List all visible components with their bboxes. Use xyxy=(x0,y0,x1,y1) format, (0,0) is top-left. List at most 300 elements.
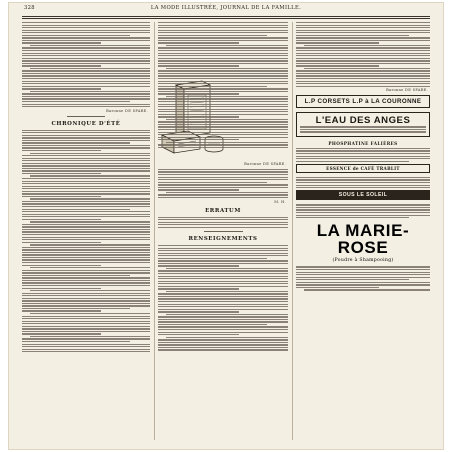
text-line xyxy=(158,182,267,183)
ad-eau-title: L'EAU DES ANGES xyxy=(315,115,411,127)
text-line xyxy=(22,132,150,133)
text-line xyxy=(296,179,430,180)
text-line xyxy=(296,209,430,210)
text-line xyxy=(22,83,150,84)
text-line xyxy=(296,282,430,283)
text-line xyxy=(158,98,288,99)
text-line xyxy=(158,114,288,115)
text-line xyxy=(22,58,150,59)
text-line xyxy=(22,160,150,161)
text-line xyxy=(166,68,288,69)
text-line xyxy=(158,104,288,105)
text-line xyxy=(22,37,150,38)
text-line xyxy=(158,283,288,284)
text-line xyxy=(22,181,150,182)
text-line xyxy=(30,68,150,69)
text-line xyxy=(158,326,288,327)
text-line xyxy=(30,290,150,291)
text-line xyxy=(22,229,150,230)
ad-phosphatine: PHOSPHATINE FALIÈRES xyxy=(328,140,398,146)
text-line xyxy=(158,177,288,178)
text-line xyxy=(296,53,430,54)
text-line xyxy=(158,278,288,279)
text-line xyxy=(158,73,288,74)
text-line xyxy=(22,288,101,289)
text-line xyxy=(158,224,288,225)
text-line xyxy=(22,25,150,26)
text-line xyxy=(158,139,239,140)
article-text xyxy=(22,22,150,107)
text-line xyxy=(22,214,150,215)
text-line xyxy=(22,155,150,156)
text-line xyxy=(158,245,288,246)
text-line xyxy=(158,187,288,188)
text-line xyxy=(22,209,130,210)
text-line xyxy=(22,188,150,189)
text-line xyxy=(158,126,288,127)
page-number: 328 xyxy=(24,5,35,11)
text-line xyxy=(22,285,150,286)
ad-essence-cafe: ESSENCE de CAFÉ TRABLIT xyxy=(296,164,430,173)
text-line xyxy=(296,269,430,270)
text-line xyxy=(296,272,430,273)
magazine-page xyxy=(8,2,444,450)
text-line xyxy=(22,303,150,304)
text-line xyxy=(22,247,150,248)
text-line xyxy=(22,252,150,253)
text-line xyxy=(22,63,150,64)
text-line xyxy=(22,81,150,82)
text-line xyxy=(158,255,288,256)
ad-text xyxy=(296,266,430,290)
text-line xyxy=(22,193,150,194)
text-line xyxy=(158,189,239,190)
text-line xyxy=(158,137,288,138)
text-line xyxy=(158,88,288,89)
text-line xyxy=(296,32,430,33)
text-line xyxy=(22,42,101,43)
text-line xyxy=(158,147,288,148)
text-line xyxy=(296,47,430,48)
text-line xyxy=(158,339,288,340)
text-line xyxy=(158,321,288,322)
text-line xyxy=(158,281,288,282)
text-line xyxy=(296,158,430,159)
column-left xyxy=(22,22,150,440)
text-line xyxy=(296,207,430,208)
text-line xyxy=(296,22,430,23)
text-line xyxy=(22,145,150,146)
text-line xyxy=(22,346,150,347)
text-line xyxy=(296,204,430,205)
text-line xyxy=(158,319,288,320)
text-line xyxy=(158,258,267,259)
ad-marie-rose-title: LA MARIE-ROSE xyxy=(316,221,410,258)
text-line xyxy=(158,334,239,335)
text-line xyxy=(22,295,150,296)
text-line xyxy=(158,219,288,220)
text-line xyxy=(22,191,150,192)
text-line xyxy=(304,289,430,290)
text-line xyxy=(22,344,150,345)
text-line xyxy=(158,329,288,330)
text-line xyxy=(158,81,288,82)
text-line xyxy=(158,316,288,317)
text-line xyxy=(158,179,288,180)
text-line xyxy=(158,273,288,274)
text-line xyxy=(166,96,288,97)
column-middle xyxy=(158,22,288,440)
text-line xyxy=(22,249,150,250)
text-line xyxy=(22,30,150,31)
section-title-renseignements: RENSEIGNEMENTS xyxy=(188,235,258,242)
text-line xyxy=(22,104,150,105)
text-line xyxy=(22,298,150,299)
text-line xyxy=(22,35,130,36)
text-line xyxy=(304,68,430,69)
text-line xyxy=(296,182,430,183)
text-line xyxy=(158,270,288,271)
text-line xyxy=(296,75,430,76)
text-line xyxy=(22,231,150,232)
text-line xyxy=(166,291,288,292)
text-line xyxy=(296,42,379,43)
section-divider xyxy=(204,231,243,232)
text-line xyxy=(166,142,288,143)
text-line xyxy=(22,234,150,235)
text-line xyxy=(296,177,430,178)
text-line xyxy=(22,55,150,56)
text-line xyxy=(158,25,288,26)
text-line xyxy=(22,293,150,294)
text-line xyxy=(304,45,430,46)
text-line xyxy=(22,170,150,171)
text-line xyxy=(158,311,239,312)
text-line xyxy=(296,55,430,56)
text-line xyxy=(22,349,150,350)
text-line xyxy=(22,282,150,283)
text-line xyxy=(30,336,150,337)
text-line xyxy=(158,50,288,51)
text-line xyxy=(30,267,150,268)
text-line xyxy=(158,342,288,343)
text-line xyxy=(158,304,288,305)
text-line xyxy=(296,212,430,213)
text-line xyxy=(166,268,288,269)
text-line xyxy=(22,32,150,33)
text-line xyxy=(158,265,239,266)
journal-title: LA MODE ILLUSTRÉE, JOURNAL DE LA FAMILLE. xyxy=(150,5,302,11)
text-line xyxy=(22,326,150,327)
text-line xyxy=(296,65,379,66)
text-line xyxy=(158,288,239,289)
ad-eau-des-anges xyxy=(296,112,430,137)
text-line xyxy=(22,323,150,324)
ad-sous-le-soleil: SOUS LE SOLEIL xyxy=(296,190,430,200)
text-line xyxy=(158,197,288,198)
text-line xyxy=(22,53,150,54)
text-line xyxy=(158,121,288,122)
text-line xyxy=(22,277,150,278)
text-line xyxy=(158,286,288,287)
text-line xyxy=(22,333,101,334)
text-line xyxy=(22,272,150,273)
text-line xyxy=(22,331,150,332)
text-line xyxy=(296,73,430,74)
text-line xyxy=(158,109,288,110)
text-line xyxy=(22,88,101,89)
text-line xyxy=(22,262,150,263)
text-line xyxy=(296,40,430,41)
text-line xyxy=(158,248,288,249)
text-line xyxy=(296,37,430,38)
text-line xyxy=(158,58,288,59)
text-line xyxy=(158,298,288,299)
text-line xyxy=(158,263,288,264)
text-line xyxy=(22,73,150,74)
text-line xyxy=(22,27,150,28)
text-line xyxy=(22,308,130,309)
text-line xyxy=(158,194,288,195)
text-line xyxy=(22,135,150,136)
ad-text xyxy=(296,204,430,218)
text-line xyxy=(166,314,288,315)
text-line xyxy=(296,185,430,186)
text-line xyxy=(296,215,430,216)
text-line xyxy=(158,101,288,102)
text-line xyxy=(158,171,288,172)
text-line xyxy=(158,83,288,84)
text-line xyxy=(22,318,150,319)
ad-eau-text xyxy=(300,126,426,132)
text-line xyxy=(158,129,288,130)
text-line xyxy=(22,137,150,138)
text-line xyxy=(158,222,288,223)
article-signature: Baronne DE SPARE. xyxy=(106,108,148,113)
text-line xyxy=(158,324,267,325)
text-line xyxy=(158,30,288,31)
text-line xyxy=(22,70,150,71)
text-line xyxy=(22,196,101,197)
header-rule-thin xyxy=(22,18,430,19)
text-line xyxy=(296,148,430,149)
column-divider xyxy=(154,22,155,440)
text-line xyxy=(22,206,150,207)
text-line xyxy=(22,130,150,131)
text-line xyxy=(22,341,130,342)
text-line xyxy=(22,239,150,240)
section-divider xyxy=(67,116,105,117)
text-line xyxy=(158,60,288,61)
text-line xyxy=(158,53,288,54)
text-line xyxy=(296,156,430,157)
text-line xyxy=(22,47,150,48)
text-line xyxy=(158,347,288,348)
text-line xyxy=(296,187,430,188)
text-line xyxy=(158,144,288,145)
column-right xyxy=(296,22,430,440)
text-line xyxy=(158,332,288,333)
text-line xyxy=(158,250,288,251)
text-line xyxy=(296,150,430,151)
text-line xyxy=(296,277,430,278)
ad-marie-rose-subtitle: (Poudre à Shampooing) xyxy=(332,258,394,264)
text-line xyxy=(296,284,430,285)
text-line xyxy=(296,279,409,280)
text-line xyxy=(158,253,288,254)
text-line xyxy=(158,106,288,107)
text-line xyxy=(158,301,288,302)
text-line xyxy=(296,217,409,218)
text-line xyxy=(296,81,430,82)
text-line xyxy=(22,163,150,164)
text-line xyxy=(158,260,288,261)
header-rule xyxy=(22,16,430,17)
text-line xyxy=(296,50,430,51)
text-line xyxy=(296,60,430,61)
text-line xyxy=(22,219,101,220)
article-signature: Baronne DE SPARE. xyxy=(244,161,286,166)
text-line xyxy=(22,186,150,187)
text-line xyxy=(22,96,150,97)
text-line xyxy=(30,313,150,314)
text-line xyxy=(22,280,150,281)
page-header xyxy=(8,5,444,15)
text-line xyxy=(22,242,101,243)
text-line xyxy=(158,276,288,277)
article-text xyxy=(158,73,288,148)
text-line xyxy=(296,78,430,79)
text-line xyxy=(22,310,101,311)
text-line xyxy=(296,266,430,267)
text-line xyxy=(158,63,288,64)
text-line xyxy=(296,83,430,84)
text-line xyxy=(158,55,288,56)
text-line xyxy=(158,32,288,33)
text-line xyxy=(22,50,150,51)
text-line xyxy=(22,40,150,41)
text-line xyxy=(30,153,150,154)
text-line xyxy=(22,211,150,212)
text-line xyxy=(158,40,288,41)
text-line xyxy=(158,42,239,43)
text-line xyxy=(22,147,150,148)
text-line xyxy=(22,86,150,87)
text-line xyxy=(30,175,150,176)
text-line xyxy=(296,63,430,64)
text-line xyxy=(22,106,150,107)
text-line xyxy=(300,129,426,130)
text-line xyxy=(22,78,150,79)
text-line xyxy=(22,101,130,102)
text-line xyxy=(296,30,430,31)
text-line xyxy=(296,161,409,162)
text-line xyxy=(296,27,430,28)
text-line xyxy=(22,265,101,266)
text-line xyxy=(300,131,426,132)
ad-corsets-couronne: L.P CORSETS L.P à LA COURONNE xyxy=(296,95,430,108)
renseignements-text xyxy=(158,245,288,351)
column-divider xyxy=(292,22,293,440)
text-line xyxy=(158,349,288,350)
text-line xyxy=(30,198,150,199)
article-text xyxy=(158,22,288,72)
text-line xyxy=(22,140,150,141)
text-line xyxy=(30,244,150,245)
text-line xyxy=(158,35,267,36)
text-line xyxy=(158,309,288,310)
text-line xyxy=(158,37,288,38)
article-text xyxy=(158,169,288,198)
text-line xyxy=(296,86,430,87)
text-line xyxy=(22,259,150,260)
text-line xyxy=(300,126,426,127)
text-line xyxy=(30,45,150,46)
text-line xyxy=(22,165,150,166)
text-line xyxy=(158,174,288,175)
text-line xyxy=(158,134,288,135)
text-line xyxy=(22,328,150,329)
text-line xyxy=(166,192,288,193)
text-line xyxy=(22,150,101,151)
text-line xyxy=(22,254,150,255)
text-line xyxy=(296,274,430,275)
text-line xyxy=(296,153,430,154)
text-line xyxy=(22,270,150,271)
text-line xyxy=(158,344,288,345)
text-line xyxy=(22,183,150,184)
text-line xyxy=(22,142,130,143)
text-line xyxy=(22,168,150,169)
ad-text xyxy=(296,177,430,188)
text-line xyxy=(158,293,288,294)
text-line xyxy=(158,75,288,76)
text-line xyxy=(158,124,288,125)
erratum-text xyxy=(158,217,288,228)
text-line xyxy=(158,91,288,92)
text-line xyxy=(296,70,430,71)
text-line xyxy=(158,169,288,170)
text-line xyxy=(158,132,288,133)
text-line xyxy=(22,173,101,174)
text-line xyxy=(22,226,150,227)
text-line xyxy=(158,22,288,23)
text-line xyxy=(22,300,150,301)
text-line xyxy=(166,119,288,120)
text-line xyxy=(158,78,288,79)
text-line xyxy=(22,158,150,159)
text-line xyxy=(158,217,288,218)
article-signature: Baronne DE SPARE. xyxy=(386,88,428,93)
text-line xyxy=(158,184,288,185)
text-line xyxy=(22,321,150,322)
text-line xyxy=(22,351,150,352)
text-line xyxy=(158,27,288,28)
text-line xyxy=(158,70,288,71)
text-line xyxy=(22,22,150,23)
text-line xyxy=(158,65,239,66)
text-line xyxy=(22,178,150,179)
text-line xyxy=(296,58,430,59)
text-line xyxy=(22,216,150,217)
text-line xyxy=(22,203,150,204)
text-line xyxy=(22,338,150,339)
text-line xyxy=(22,201,150,202)
text-line xyxy=(158,227,288,228)
text-line xyxy=(166,337,288,338)
text-line xyxy=(22,275,130,276)
text-line xyxy=(22,257,150,258)
